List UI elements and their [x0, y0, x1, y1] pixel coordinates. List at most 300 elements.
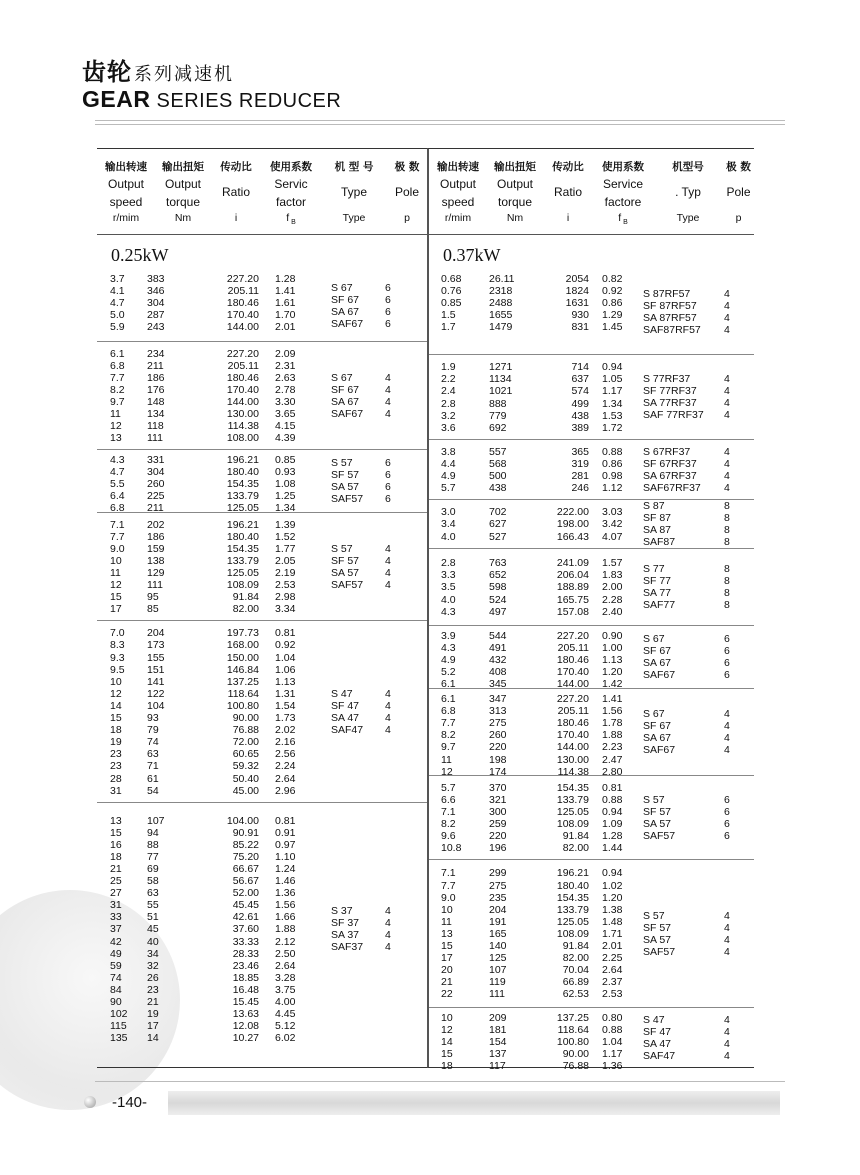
table-row [97, 372, 427, 384]
service-factor-cell: 1.10 [275, 850, 296, 863]
speed-cell: 13 [110, 814, 122, 827]
service-factor-cell: 1.09 [602, 818, 623, 830]
torque-cell: 627 [489, 518, 507, 531]
speed-cell: 11 [110, 408, 121, 421]
table-row [429, 285, 754, 297]
ratio-cell: 66.67 [232, 862, 259, 875]
service-factor-cell: 1.56 [602, 705, 623, 718]
service-factor-cell: 1.20 [602, 891, 623, 904]
speed-cell: 7.7 [441, 717, 456, 730]
row-group [97, 271, 427, 341]
row-group [429, 775, 754, 860]
pole-count: 4 [385, 941, 391, 954]
table-row [97, 875, 427, 887]
ratio-cell: 100.80 [226, 699, 259, 712]
table-row [97, 960, 427, 972]
service-factor-cell: 1.88 [602, 729, 623, 742]
model-type: S 67RF37 [643, 445, 691, 458]
table-row [97, 466, 427, 478]
table-row [97, 899, 427, 911]
service-factor-cell: 2.53 [275, 579, 296, 592]
ratio-cell: 166.43 [556, 530, 589, 543]
ratio-cell: 76.88 [232, 724, 259, 737]
ratio-cell: 137.25 [226, 675, 259, 688]
service-factor-cell: 1.28 [275, 273, 296, 285]
column-header-unit: r/mim [112, 212, 140, 224]
speed-cell: 4.9 [441, 654, 456, 667]
torque-cell: 93 [147, 712, 159, 724]
model-type: SAF 77RF37 [643, 409, 704, 422]
ratio-cell: 198.00 [556, 518, 589, 531]
pole-count: 4 [724, 300, 730, 313]
table-row [97, 736, 427, 748]
speed-cell: 28 [110, 772, 122, 785]
ratio-cell: 66.89 [562, 976, 589, 989]
speed-cell: 7.1 [110, 518, 125, 531]
table-row [429, 818, 754, 830]
column-header [155, 149, 211, 234]
table-row [429, 309, 754, 321]
model-type: SAF57 [643, 829, 676, 842]
ratio-cell: 133.79 [556, 793, 589, 806]
ratio-cell: 196.21 [556, 867, 589, 880]
ratio-cell: 108.09 [226, 579, 259, 592]
ratio-cell: 144.00 [556, 741, 589, 754]
column-headers [429, 149, 754, 235]
row-group [429, 688, 754, 776]
ratio-cell: 206.04 [556, 569, 589, 582]
service-factor-cell: 1.54 [275, 699, 296, 712]
table-row [97, 309, 427, 321]
speed-cell: 17 [441, 952, 453, 965]
speed-cell: 3.7 [110, 273, 125, 285]
table-row [429, 1036, 754, 1048]
ratio-cell: 60.65 [232, 748, 259, 761]
torque-cell: 117 [489, 1060, 506, 1073]
ratio-cell: 133.79 [226, 554, 259, 567]
column-header-unit: p [404, 212, 410, 224]
torque-cell: 111 [147, 579, 163, 592]
torque-cell: 85 [147, 603, 159, 616]
torque-cell: 174 [489, 765, 507, 778]
table-row [97, 1020, 427, 1032]
row-group [97, 802, 427, 1056]
ratio-cell: 637 [571, 373, 589, 386]
ratio-cell: 831 [571, 321, 589, 334]
torque-cell: 148 [147, 396, 165, 408]
speed-cell: 9.7 [441, 741, 456, 754]
speed-cell: 7.7 [441, 879, 456, 892]
table-row [429, 964, 754, 976]
service-factor-cell: 0.88 [602, 445, 623, 458]
table-row [97, 887, 427, 899]
ratio-cell: 42.61 [232, 911, 259, 924]
speed-cell: 9.0 [441, 891, 456, 904]
torque-cell: 26 [147, 971, 159, 984]
service-factor-cell: 1.57 [602, 557, 623, 570]
ratio-cell: 197.73 [226, 627, 259, 640]
ratio-cell: 714 [571, 361, 589, 374]
pole-count: 4 [724, 312, 730, 325]
model-type: S 57 [643, 909, 665, 922]
pole-count: 4 [385, 723, 391, 736]
pole-count: 6 [385, 469, 391, 482]
torque-cell: 79 [147, 724, 159, 737]
speed-cell: 12 [110, 687, 122, 700]
service-factor-cell: 2.24 [275, 760, 296, 773]
speed-cell: 17 [110, 603, 122, 616]
column-header-en: Output [164, 177, 202, 191]
column-header-en: Ratio [221, 185, 250, 199]
ratio-cell: 196.21 [226, 518, 259, 531]
pole-count: 4 [724, 457, 730, 470]
row-group [429, 1007, 754, 1073]
column-header-unit: f $_B$ [618, 212, 628, 227]
torque-cell: 1021 [489, 385, 513, 398]
ratio-cell: 50.40 [232, 772, 259, 785]
pole-count: 4 [724, 921, 730, 934]
model-type: S 57 [331, 542, 353, 555]
service-factor-cell: 0.86 [602, 297, 623, 310]
torque-cell: 118 [147, 420, 164, 433]
column-header-en: Output [107, 177, 145, 191]
ratio-cell: 2054 [565, 273, 589, 285]
column-header-en: . Typ [675, 185, 701, 199]
ratio-cell: 180.40 [226, 466, 259, 479]
pole-count: 4 [724, 909, 730, 922]
ratio-cell: 91.84 [562, 940, 589, 953]
service-factor-cell: 1.34 [275, 502, 296, 515]
speed-cell: 5.7 [441, 482, 456, 495]
service-factor-cell: 3.28 [275, 971, 296, 984]
service-factor-cell: 0.97 [275, 838, 296, 851]
torque-cell: 155 [147, 651, 165, 664]
torque-cell: 888 [489, 397, 507, 410]
table-row [97, 321, 427, 333]
column-header-cn: 使用系数 [270, 161, 312, 173]
model-type: S 67 [643, 708, 665, 721]
model-type: SF 87RF57 [643, 300, 697, 313]
column-header-cn: 机型号 [672, 161, 704, 173]
model-type: S 87RF57 [643, 288, 691, 301]
column-header-en: torque [497, 195, 533, 209]
torque-cell: 94 [147, 826, 159, 839]
table-row [429, 754, 754, 766]
table-row [429, 606, 754, 618]
torque-cell: 225 [147, 490, 165, 503]
torque-cell: 61 [147, 772, 159, 785]
service-factor-cell: 2.01 [602, 940, 623, 953]
model-type: SAF67 [331, 407, 364, 420]
model-type: SF 67 [331, 293, 360, 306]
service-factor-cell: 2.00 [602, 581, 623, 594]
column-header-unit: p [735, 212, 742, 224]
header-rule [95, 124, 785, 125]
service-factor-cell: 1.78 [602, 717, 623, 730]
speed-cell: 6.1 [441, 693, 456, 705]
speed-cell: 7.7 [110, 371, 125, 384]
service-factor-cell: 1.38 [602, 903, 623, 916]
ratio-cell: 170.40 [556, 729, 589, 742]
header-title-en: GEAR SERIES REDUCER [82, 86, 342, 112]
service-factor-cell: 0.92 [602, 285, 623, 298]
service-factor-cell: 1.77 [275, 542, 296, 555]
service-factor-cell: 3.42 [602, 518, 623, 531]
service-factor-cell: 1.45 [602, 321, 623, 334]
speed-cell: 7.1 [441, 867, 456, 880]
torque-cell: 779 [489, 409, 507, 422]
ratio-cell: 52.00 [232, 887, 259, 900]
table-row [97, 420, 427, 432]
ratio-cell: 70.04 [562, 964, 589, 977]
speed-cell: 8.2 [110, 383, 125, 396]
torque-cell: 598 [489, 581, 507, 594]
torque-cell: 17 [147, 1020, 159, 1033]
pole-count: 4 [724, 373, 730, 386]
column-header-cn: 机 型 号 [334, 161, 374, 173]
ratio-cell: 144.00 [226, 321, 259, 334]
torque-cell: 557 [489, 445, 507, 458]
table-row [97, 627, 427, 639]
pole-count: 6 [385, 457, 391, 470]
torque-cell: 275 [489, 717, 507, 730]
ratio-cell: 130.00 [556, 753, 589, 766]
torque-cell: 370 [489, 781, 507, 794]
column-header-cn: 传动比 [552, 161, 584, 173]
ratio-cell: 114.38 [227, 420, 259, 433]
speed-cell: 4.3 [110, 454, 125, 466]
speed-cell: 1.7 [441, 321, 456, 334]
speed-cell: 2.2 [441, 373, 456, 386]
speed-cell: 22 [441, 988, 453, 1001]
column-header-cn: 输出转速 [437, 161, 479, 173]
table-row [429, 693, 754, 705]
service-factor-cell: 1.34 [602, 397, 623, 410]
speed-cell: 7.7 [110, 530, 125, 543]
table-row [429, 297, 754, 309]
pole-count: 4 [385, 566, 391, 579]
service-factor-cell: 1.02 [602, 879, 623, 892]
speed-cell: 115 [110, 1020, 127, 1033]
table-row [97, 785, 427, 797]
service-factor-cell: 1.48 [602, 915, 623, 928]
speed-cell: 13 [441, 927, 453, 940]
service-factor-cell: 2.05 [275, 554, 296, 567]
service-factor-cell: 2.37 [602, 976, 623, 989]
model-type: SA 57 [643, 817, 672, 830]
ratio-cell: 180.40 [226, 530, 259, 543]
ratio-cell: 241.09 [556, 557, 589, 570]
table-row [429, 940, 754, 952]
service-factor-cell: 0.86 [602, 457, 623, 470]
service-factor-cell: 4.45 [275, 1008, 296, 1021]
ratio-cell: 100.80 [556, 1036, 589, 1049]
torque-cell: 14 [147, 1032, 159, 1045]
service-factor-cell: 2.64 [602, 964, 623, 977]
pole-count: 4 [385, 371, 391, 384]
ratio-cell: 170.40 [556, 666, 589, 679]
torque-cell: 544 [489, 630, 507, 642]
ratio-cell: 125.05 [556, 915, 589, 928]
torque-cell: 191 [489, 915, 507, 928]
torque-cell: 34 [147, 947, 159, 960]
table-row [97, 432, 427, 444]
speed-cell: 3.9 [441, 630, 456, 642]
ratio-cell: 438 [571, 409, 589, 422]
ratio-cell: 205.11 [557, 642, 589, 655]
torque-cell: 304 [147, 466, 165, 479]
torque-cell: 154 [489, 1036, 507, 1049]
row-group [429, 548, 754, 626]
speed-cell: 5.9 [110, 321, 125, 334]
speed-cell: 31 [110, 784, 122, 797]
speed-cell: 9.7 [110, 396, 125, 408]
pole-count: 8 [724, 524, 730, 537]
ratio-cell: 91.84 [232, 591, 259, 604]
service-factor-cell: 2.01 [275, 321, 296, 334]
ratio-cell: 23.46 [232, 959, 259, 972]
service-factor-cell: 1.04 [602, 1036, 623, 1049]
row-group [429, 625, 754, 689]
speed-cell: 3.6 [441, 421, 456, 434]
table-row [429, 385, 754, 397]
speed-cell: 20 [441, 964, 453, 977]
speed-cell: 2.8 [441, 557, 456, 570]
speed-cell: 6.6 [441, 793, 456, 806]
speed-cell: 6.1 [110, 347, 125, 360]
column-header-en: Output [439, 177, 477, 191]
torque-cell: 137 [489, 1048, 507, 1061]
column-header-en: Pole [726, 185, 751, 199]
torque-cell: 111 [489, 988, 505, 1001]
pole-count: 4 [724, 469, 730, 482]
pole-count: 4 [724, 1037, 730, 1050]
service-factor-cell: 0.81 [275, 627, 296, 640]
model-type: S 77RF37 [643, 373, 691, 386]
service-factor-cell: 2.50 [275, 947, 296, 960]
pole-count: 6 [385, 493, 391, 506]
pole-count: 4 [385, 711, 391, 724]
model-type: SF 37 [331, 917, 360, 930]
torque-cell: 702 [489, 506, 507, 519]
pole-count: 8 [724, 512, 730, 525]
service-factor-cell: 0.98 [602, 470, 623, 482]
model-type: SA 87RF57 [643, 312, 697, 325]
speed-cell: 37 [110, 923, 122, 936]
torque-cell: 198 [489, 753, 507, 766]
ratio-cell: 62.53 [562, 988, 589, 1001]
pole-count: 4 [724, 324, 730, 337]
table-row [429, 806, 754, 818]
service-factor-cell: 2.02 [275, 724, 296, 737]
table-row [97, 519, 427, 531]
pole-count: 4 [724, 933, 730, 946]
service-factor-cell: 1.66 [275, 911, 296, 924]
torque-cell: 134 [147, 408, 165, 421]
speed-cell: 6.8 [110, 502, 125, 515]
speed-cell: 18 [441, 1060, 453, 1073]
table-row [429, 1048, 754, 1060]
service-factor-cell: 1.83 [602, 569, 623, 582]
ratio-cell: 125.05 [226, 567, 259, 579]
ratio-cell: 133.79 [226, 490, 259, 503]
service-factor-cell: 1.56 [275, 899, 296, 912]
speed-cell: 15 [441, 1048, 453, 1061]
torque-cell: 1271 [489, 361, 513, 374]
ratio-cell: 365 [571, 445, 589, 458]
table-row [97, 652, 427, 664]
column-header [653, 149, 723, 234]
torque-cell: 211 [147, 359, 164, 372]
torque-cell: 1134 [489, 373, 512, 386]
ratio-cell: 28.33 [232, 947, 259, 960]
speed-cell: 135 [110, 1032, 128, 1045]
speed-cell: 9.0 [110, 542, 125, 555]
ratio-cell: 133.79 [556, 903, 589, 916]
speed-cell: 21 [110, 862, 122, 875]
ratio-cell: 180.46 [226, 297, 259, 310]
pole-count: 4 [385, 554, 391, 567]
table-row [97, 543, 427, 555]
model-type: SF 47 [331, 699, 360, 712]
torque-cell: 300 [489, 805, 507, 818]
table-row [429, 518, 754, 530]
model-type: SAF67RF37 [643, 481, 701, 494]
speed-cell: 3.8 [441, 445, 456, 458]
torque-cell: 58 [147, 875, 159, 888]
table-row [429, 1024, 754, 1036]
pole-count: 4 [385, 578, 391, 591]
service-factor-cell: 1.08 [275, 478, 296, 491]
speed-cell: 4.0 [441, 530, 456, 543]
service-factor-cell: 1.12 [602, 482, 623, 495]
table-row [97, 454, 427, 466]
table-row [97, 724, 427, 736]
pole-count: 4 [385, 905, 391, 918]
torque-cell: 186 [147, 530, 165, 543]
torque-cell: 63 [147, 748, 159, 761]
speed-cell: 18 [110, 850, 122, 863]
torque-cell: 129 [147, 567, 165, 579]
ratio-cell: 222.00 [556, 506, 589, 519]
column-header-cn: 传动比 [220, 161, 252, 173]
table-row [97, 408, 427, 420]
table-row [97, 1032, 427, 1044]
speed-cell: 8.2 [441, 729, 456, 742]
ratio-cell: 146.84 [226, 663, 259, 676]
ratio-cell: 196.21 [226, 454, 259, 466]
table-row [429, 581, 754, 593]
ratio-cell: 150.00 [226, 651, 259, 664]
speed-cell: 10 [441, 903, 453, 916]
torque-cell: 220 [489, 830, 507, 843]
pole-count: 6 [724, 805, 730, 818]
speed-cell: 23 [110, 748, 122, 761]
service-factor-cell: 1.39 [275, 518, 296, 531]
ratio-cell: 180.46 [226, 371, 259, 384]
table-row [97, 911, 427, 923]
service-factor-cell: 4.07 [602, 530, 623, 543]
service-factor-cell: 1.29 [602, 309, 623, 322]
pole-count: 8 [724, 536, 730, 549]
column-header-cn: 输出转速 [105, 161, 147, 173]
model-type: SF 67RF37 [643, 457, 697, 470]
service-factor-cell: 1.31 [275, 687, 296, 700]
table-row [429, 654, 754, 666]
model-type: S 37 [331, 905, 353, 918]
table-row [429, 666, 754, 678]
torque-cell: 165 [489, 927, 507, 940]
